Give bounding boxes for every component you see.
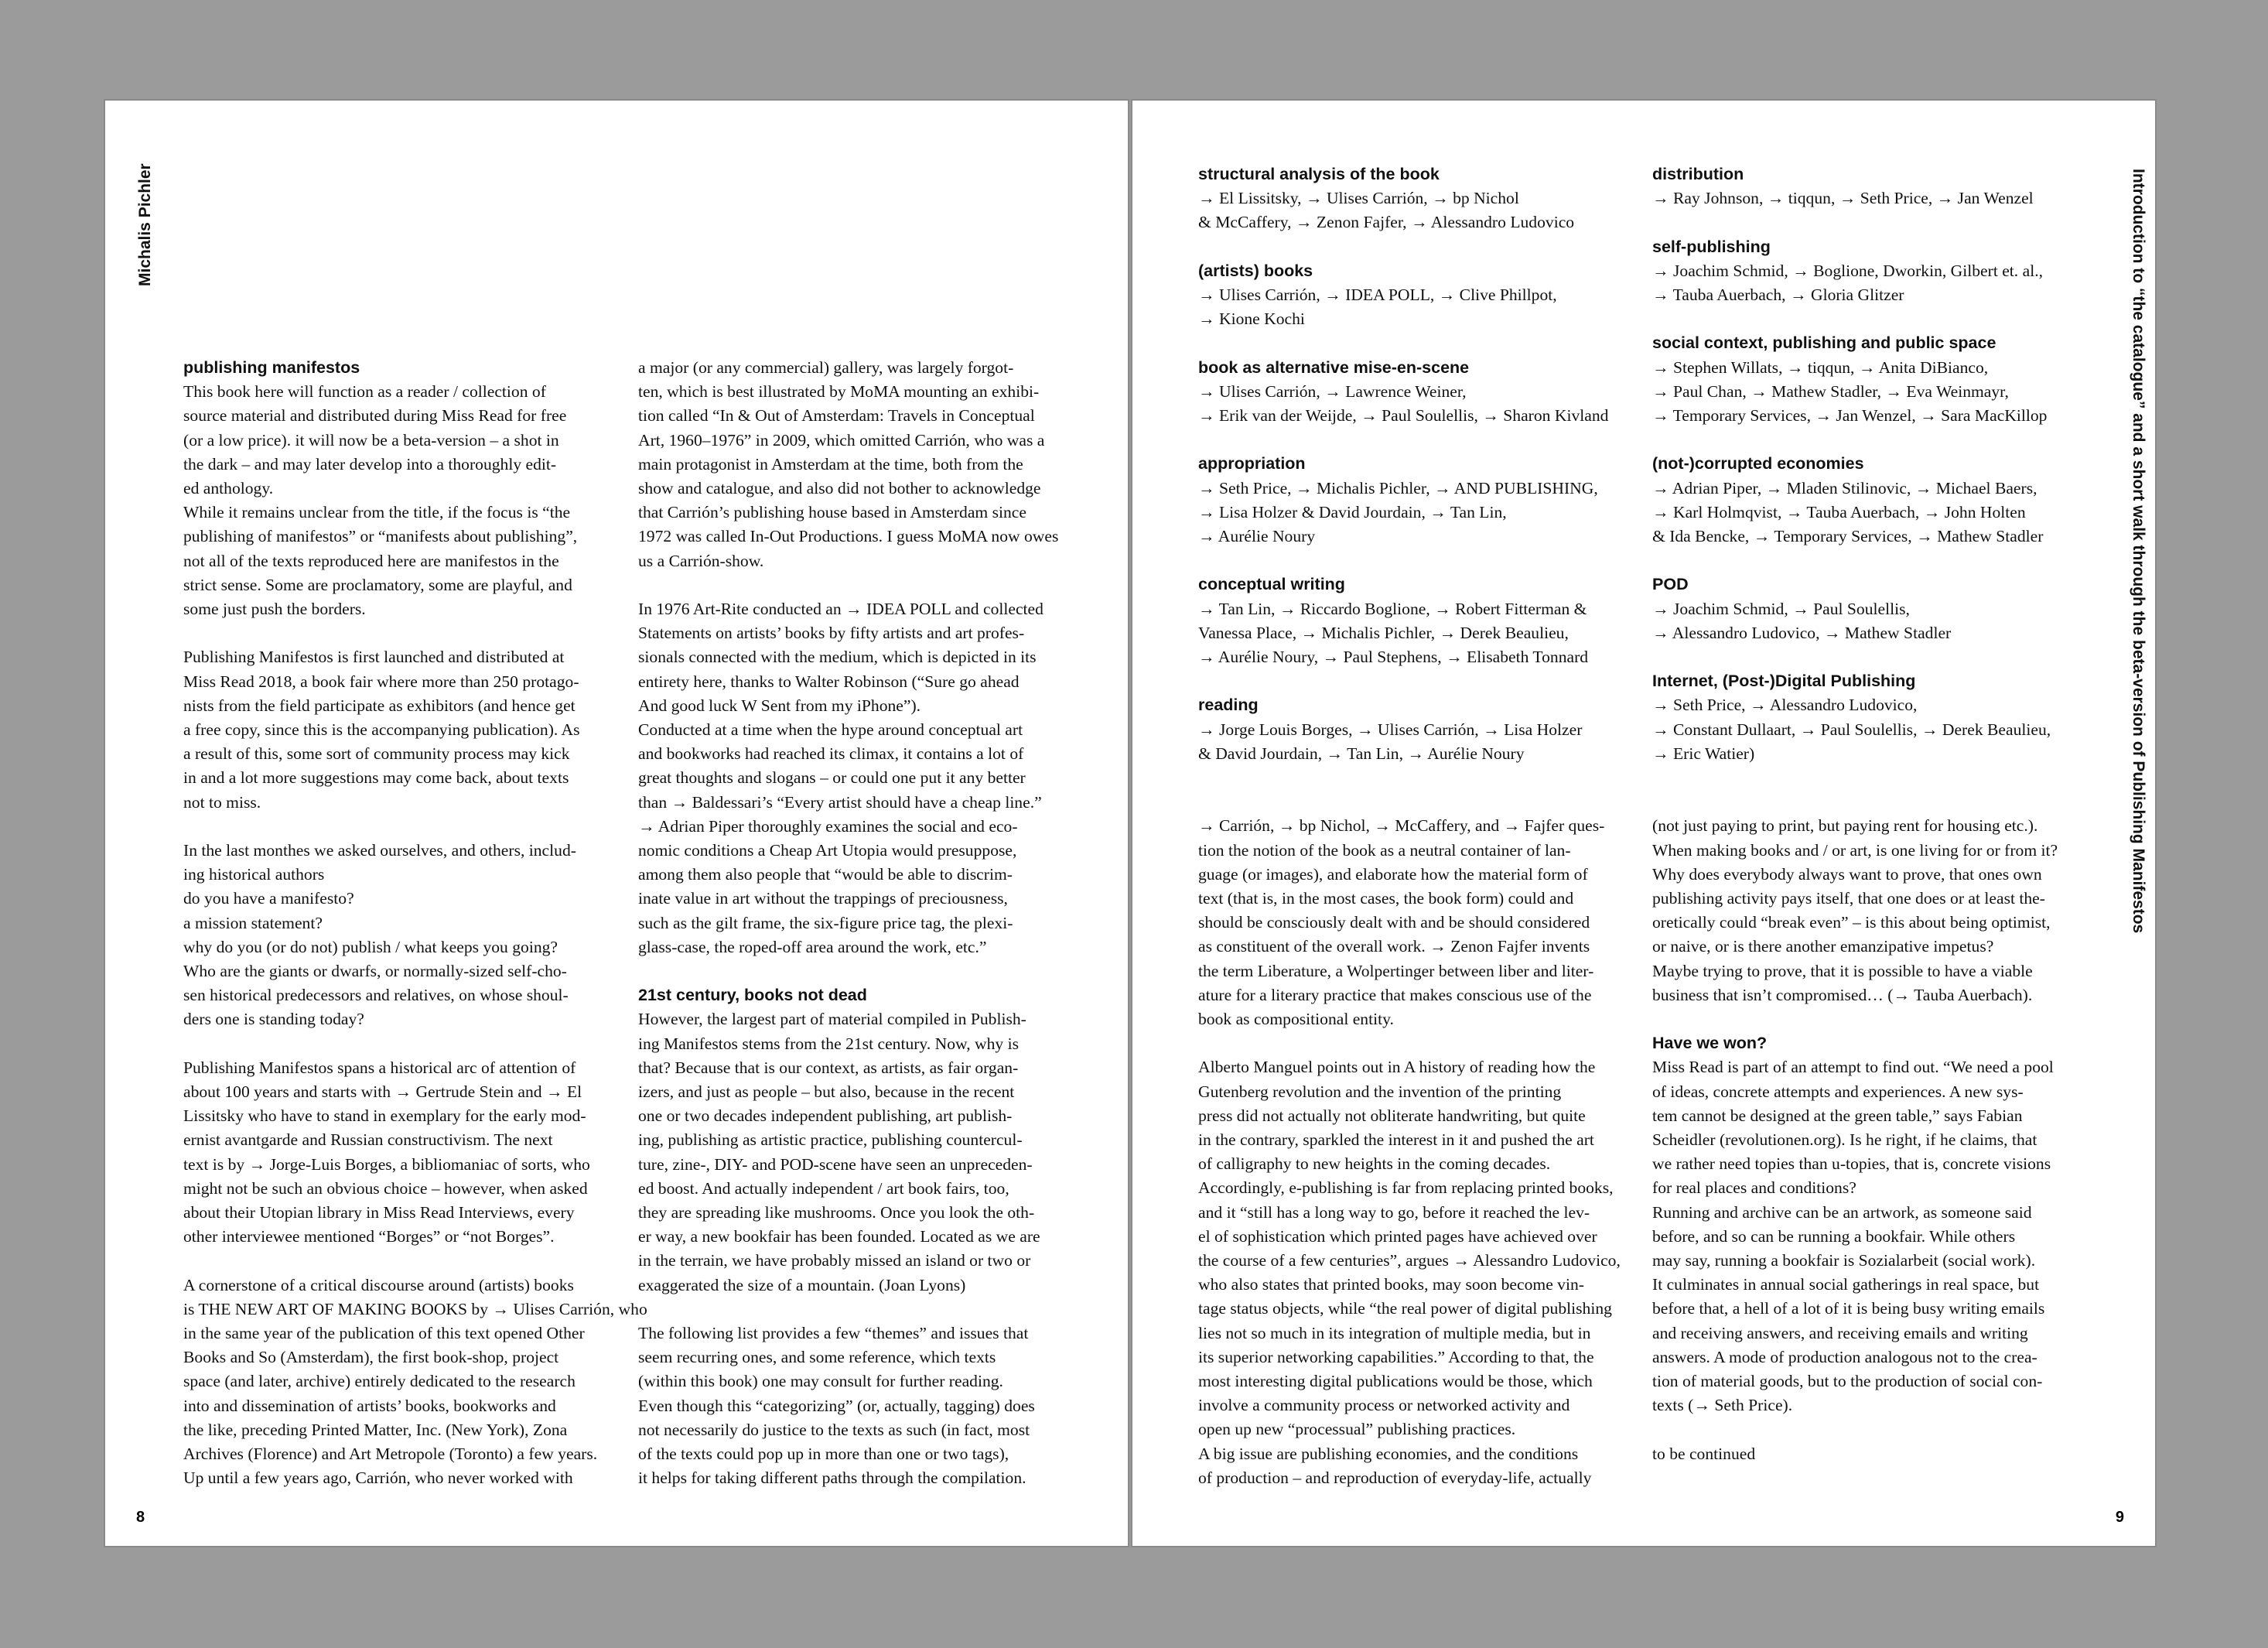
text-line: that Carrión’s publishing house based in Amsterdam since — [638, 503, 1026, 522]
text-line: most interesting digital publications would be those, which — [1198, 1372, 1593, 1391]
text-line — [183, 1249, 647, 1273]
text-line: is THE NEW ART OF MAKING BOOKS by → Ulises Carrión, who — [183, 1299, 647, 1318]
text-line: seem recurring ones, and some reference, which texts — [638, 1348, 996, 1367]
left-column-2 — [638, 356, 1058, 1491]
text-line — [183, 1032, 647, 1056]
text-line: a result of this, some sort of community process may kick — [183, 744, 570, 764]
text-line: a mission statement? — [183, 913, 323, 932]
text-line: Lissitsky who have to stand in exemplary for the early mod- — [183, 1106, 586, 1126]
text-line: → Ulises Carrión, → Lawrence Weiner, — [1198, 381, 1467, 401]
text-line: to be continued — [1652, 1444, 1756, 1463]
text-line: tion the notion of the book as a neutral container of lan- — [1198, 840, 1571, 860]
section-heading: distribution — [1652, 165, 1744, 183]
text-line: tage status objects, while “the real power of digital publishing — [1198, 1299, 1612, 1318]
right-column-2 — [1652, 162, 2058, 1466]
text-line: → Adrian Piper thoroughly examines the social and eco- — [638, 816, 1018, 836]
text-line: ature for a literary practice that makes conscious use of the — [1198, 985, 1592, 1004]
text-line: & David Jourdain, → Tan Lin, → Aurélie Noury — [1198, 744, 1525, 763]
text-line: not all of the texts reproduced here are manifestos in the — [183, 551, 559, 570]
text-line: Even though this “categorizing” (or, actually, tagging) does — [638, 1396, 1035, 1415]
text-line: we rather need topies than u-topies, that is, concrete visions — [1652, 1154, 2051, 1174]
text-line: (not just paying to print, but paying rent for housing etc.). — [1652, 816, 2038, 836]
text-line — [1198, 549, 1621, 573]
text-line: tion of material goods, but to the production of social con- — [1652, 1372, 2043, 1391]
text-line: A cornerstone of a critical discourse around (artists) books — [183, 1275, 574, 1294]
text-line — [1652, 549, 2058, 573]
text-line: → Aurélie Noury — [1198, 527, 1316, 545]
text-line: book as compositional entity. — [1198, 1010, 1394, 1028]
text-line: entirety here, thanks to Walter Robinson (“Sure go ahead — [638, 672, 1020, 691]
text-line: → Kione Kochi — [1198, 309, 1305, 329]
text-line: a major (or any commercial) gallery, was largely forgot- — [638, 358, 1014, 377]
text-line: 1972 was called In-Out Productions. I guess MoMA now owes — [638, 527, 1059, 546]
text-line: should be consciously dealt with and be should considered — [1198, 913, 1590, 932]
section-heading: appropriation — [1198, 454, 1306, 474]
left-column-1 — [183, 356, 647, 1490]
text-line: in the terrain, we have probably missed an island or two or — [638, 1251, 1031, 1270]
text-line: ders one is standing today? — [183, 1010, 364, 1029]
section-heading: publishing manifestos — [183, 358, 360, 377]
text-line: While it remains unclear from the title, if the focus is “the — [183, 503, 571, 522]
text-line: → El Lissitsky, → Ulises Carrión, → bp Nichol — [1198, 189, 1519, 208]
section-heading: structural analysis of the book — [1198, 165, 1440, 183]
text-line: source material and distributed during Miss Read for free — [183, 406, 567, 426]
text-line — [1652, 307, 2058, 331]
text-line: before, and so can be running a bookfair. While others — [1652, 1226, 2016, 1246]
text-line — [1198, 669, 1621, 693]
text-line: → Lisa Holzer & David Jourdain, → Tan Lin, — [1198, 502, 1507, 521]
text-line: in the same year of the publication of this text opened Other — [183, 1324, 585, 1343]
text-line — [1198, 235, 1621, 259]
text-line: lies not so much in its integration of multiple media, but in — [1198, 1323, 1591, 1342]
text-line — [1652, 766, 2058, 790]
right-column-1 — [1198, 162, 1621, 1490]
section-heading: Have we won? — [1652, 1034, 1768, 1053]
text-line: of production – and reproduction of everyday-life, actually — [1198, 1468, 1592, 1487]
text-line: Scheidler (revolutionen.org). Is he right, if he claims, that — [1652, 1130, 2037, 1149]
page-number: 8 — [136, 1509, 145, 1526]
section-heading: self-publishing — [1652, 237, 1771, 256]
text-line: answers. A mode of production analogous not to the crea- — [1652, 1347, 2037, 1366]
text-line: the course of a few centuries”, argues → Alessandro Ludovico, — [1198, 1251, 1621, 1270]
text-line: A big issue are publishing economies, and the conditions — [1198, 1444, 1579, 1463]
text-line: guage (or images), and elaborate how the material form of — [1198, 864, 1588, 884]
text-line: Accordingly, e-publishing is far from replacing printed books, — [1198, 1178, 1614, 1198]
text-line: publishing of manifestos” or “manifests about publishing”, — [183, 527, 578, 546]
text-line: → Erik van der Weijde, → Paul Soulellis, → Sharon Kivland — [1198, 406, 1609, 425]
text-line: main protagonist in Amsterdam at the time, both from the — [638, 454, 1023, 474]
text-line: sen historical predecessors and relatives, on whose shoul- — [183, 986, 569, 1005]
section-heading: conceptual writing — [1198, 575, 1345, 594]
text-line: publishing activity pays itself, that one does or at least the- — [1652, 888, 2045, 908]
text-line: This book here will function as a reader / collection of — [183, 382, 546, 402]
text-line: → Ulises Carrión, → IDEA POLL, → Clive Phillpot, — [1198, 285, 1557, 304]
section-heading: POD — [1652, 575, 1689, 594]
text-line: they are spreading like mushrooms. Once you look the oth- — [638, 1203, 1035, 1222]
text-line: show and catalogue, and also did not bother to acknowledge — [638, 479, 1041, 498]
text-line: nists from the field participate as exhibitors (and hence get — [183, 696, 576, 715]
text-line: text is by → Jorge-Luis Borges, a bibliomaniac of sorts, who — [183, 1154, 590, 1174]
text-line: → Seth Price, → Michalis Pichler, → AND PUBLISHING, — [1198, 478, 1598, 497]
text-line: → Alessandro Ludovico, → Mathew Stadler — [1652, 623, 1952, 642]
left-page — [104, 99, 1129, 1547]
text-line — [183, 815, 647, 839]
text-line: oretically could “break even” – is this about being optimist, — [1652, 913, 2051, 932]
text-line: Miss Read 2018, a book fair where more than 250 protago- — [183, 672, 579, 691]
section-heading: book as alternative mise-en-scene — [1198, 357, 1470, 377]
text-line: It culminates in annual social gatherings in real space, but — [1652, 1275, 2040, 1294]
text-line: the term Liberature, a Wolpertinger between liber and liter- — [1198, 961, 1594, 980]
text-line: strict sense. Some are proclamatory, some are playful, and — [183, 575, 572, 594]
text-line: Gutenberg revolution and the invention of the printing — [1198, 1082, 1562, 1101]
text-line — [1198, 1031, 1621, 1055]
text-line: into and dissemination of artists’ books, bookworks and — [183, 1396, 556, 1415]
text-line — [1198, 790, 1621, 814]
text-line: → Joachim Schmid, → Paul Soulellis, — [1652, 599, 1910, 618]
text-line — [1198, 766, 1621, 790]
text-line: about 100 years and starts with → Gertrude Stein and → El — [183, 1082, 582, 1102]
text-line: nomic conditions a Cheap Art Utopia would presuppose, — [638, 841, 1017, 860]
text-line: text (that is, in the most cases, the book form) could and — [1198, 888, 1574, 908]
text-line: ing, publishing as artistic practice, publishing countercul- — [638, 1130, 1023, 1150]
text-line: such as the gilt frame, the six-figure price tag, the plexi- — [638, 913, 1013, 932]
text-line: other interviewee mentioned “Borges” or “not Borges”. — [183, 1227, 555, 1246]
section-heading: (artists) books — [1198, 261, 1313, 280]
text-line: than → Baldessari’s “Every artist should have a cheap line.” — [638, 792, 1042, 812]
text-line: Statements on artists’ books by fifty artists and art profes- — [638, 624, 1025, 643]
text-line: Alberto Manguel points out in A history of reading how the — [1198, 1058, 1596, 1077]
section-heading: reading — [1198, 696, 1259, 715]
text-line: ten, which is best illustrated by MoMA mounting an exhibi- — [638, 382, 1040, 402]
text-line: great thoughts and slogans – or could one put it any better — [638, 768, 1026, 788]
text-line: exaggerated the size of a mountain. (Joan Lyons) — [638, 1275, 966, 1294]
text-line: of the texts could pop up in more than one or two tags), — [638, 1445, 1009, 1464]
text-line: → Paul Chan, → Mathew Stadler, → Eva Weinmayr, — [1652, 381, 2009, 401]
text-line: of calligraphy to new heights in the coming decades. — [1198, 1154, 1551, 1174]
text-line — [1652, 645, 2058, 669]
text-line: its superior networking capabilities.” According to that, the — [1198, 1347, 1594, 1366]
text-line: sionals connected with the medium, which is depicted in its — [638, 648, 1037, 667]
text-line: before that, a hell of a lot of it is being busy writing emails — [1652, 1299, 2045, 1318]
text-line: However, the largest part of material compiled in Publish- — [638, 1010, 1026, 1029]
text-line: open up new “processual” publishing practices. — [1198, 1420, 1516, 1439]
text-line: some just push the borders. — [183, 600, 366, 619]
text-line: → Adrian Piper, → Mladen Stilinovic, → Michael Baers, — [1652, 478, 2037, 497]
text-line: Conducted at a time when the hype around conceptual art — [638, 720, 1023, 740]
text-line: Publishing Manifestos spans a historical arc of attention of — [183, 1058, 576, 1077]
text-line: → Eric Watier) — [1652, 744, 1755, 763]
text-line — [638, 573, 1058, 597]
text-line: (within this book) one may consult for further reading. — [638, 1372, 1003, 1391]
text-line: The following list provides a few “themes” and issues that — [638, 1324, 1029, 1343]
text-line: the like, preceding Printed Matter, Inc. (New York), Zona — [183, 1420, 568, 1439]
text-line — [638, 1298, 1058, 1321]
text-line: a free copy, since this is the accompanying publication). As — [183, 720, 580, 740]
text-line: → Ray Johnson, → tiqqun, → Seth Price, → Jan Wenzel — [1652, 189, 2034, 208]
text-line: & Ida Bencke, → Temporary Services, → Mathew Stadler — [1652, 527, 2044, 545]
text-line: ing historical authors — [183, 865, 325, 884]
section-heading: (not-)corrupted economies — [1652, 454, 1864, 474]
text-line: why do you (or do not) publish / what keeps you going? — [183, 937, 558, 956]
text-line: not to miss. — [183, 792, 261, 812]
text-line: Archives (Florence) and Art Metropole (Toronto) a few years. — [183, 1445, 598, 1464]
text-line: izers, and just as people – but also, because in the recent — [638, 1082, 1015, 1102]
text-line — [638, 959, 1058, 983]
text-line: In 1976 Art-Rite conducted an → IDEA POLL and collected — [638, 600, 1043, 619]
text-line: Why does everybody always want to prove, that ones own — [1652, 864, 2042, 884]
text-line — [183, 621, 647, 645]
text-line: Art, 1960–1976” in 2009, which omitted Carrión, who was a — [638, 430, 1045, 450]
page-number: 9 — [2115, 1509, 2124, 1526]
text-line: in and a lot more suggestions may come back, about texts — [183, 768, 569, 788]
text-line: do you have a manifesto? — [183, 889, 354, 908]
text-line: & McCaffery, → Zenon Fajfer, → Alessandro Ludovico — [1198, 213, 1575, 232]
text-line: one or two decades independent publishing, art publish- — [638, 1106, 1013, 1126]
text-line: Up until a few years ago, Carrión, who never worked with — [183, 1468, 573, 1488]
text-line: → Tauba Auerbach, → Gloria Glitzer — [1652, 285, 1904, 304]
section-heading: social context, publishing and public space — [1652, 333, 1996, 353]
text-line: and it “still has a long way to go, before it reached the lev- — [1198, 1202, 1590, 1222]
text-line — [1652, 428, 2058, 452]
text-line: or naive, or is there another emanzipative impetus? — [1652, 937, 1994, 956]
text-line: → Tan Lin, → Riccardo Boglione, → Robert Fitterman & — [1198, 599, 1587, 618]
text-line — [1198, 331, 1621, 355]
text-line: texts (→ Seth Price). — [1652, 1396, 1793, 1415]
text-line: ed anthology. — [183, 479, 274, 498]
right-page — [1131, 99, 2157, 1547]
text-line: → Karl Holmqvist, → Tauba Auerbach, → John Holten — [1652, 502, 2026, 521]
text-line: → Constant Dullaart, → Paul Soulellis, → Derek Beaulieu, — [1652, 720, 2051, 739]
text-line: Vanessa Place, → Michalis Pichler, → Derek Beaulieu, — [1198, 623, 1569, 642]
text-line: → Stephen Willats, → tiqqun, → Anita DiBianco, — [1652, 357, 1989, 377]
text-line: about their Utopian library in Miss Read Interviews, every — [183, 1203, 575, 1222]
text-line: tion called “In & Out of Amsterdam: Travels in Conceptual — [638, 406, 1035, 426]
text-line: in the contrary, sparkled the interest in it and pushed the art — [1198, 1130, 1594, 1149]
text-line: ed boost. And actually independent / art book fairs, too, — [638, 1178, 1009, 1198]
text-line: In the last monthes we asked ourselves, and others, includ- — [183, 841, 576, 860]
text-line: of ideas, concrete attempts and experiences. A new sys- — [1652, 1082, 2024, 1101]
author-label: Michalis Pichler — [136, 163, 154, 286]
text-line: may say, running a bookfair is Sozialarbeit (social work). — [1652, 1251, 2036, 1270]
text-line: When making books and / or art, is one living for or from it? — [1652, 840, 2058, 860]
text-line — [1652, 210, 2058, 234]
text-line: Maybe trying to prove, that it is possible to have a viable — [1652, 961, 2033, 980]
text-line: among them also people that “would be able to discrim- — [638, 865, 1013, 884]
text-line: space (and later, archive) entirely dedicated to the research — [183, 1372, 576, 1391]
text-line — [1652, 1007, 2058, 1031]
text-line: that? Because that is our context, as artists, as fair organ- — [638, 1058, 1019, 1077]
text-line: ernist avantgarde and Russian constructivism. The next — [183, 1130, 553, 1150]
text-line — [1652, 1417, 2058, 1441]
text-line: → Joachim Schmid, → Boglione, Dworkin, Gilbert et. al., — [1652, 261, 2043, 280]
running-title: Introduction to “the catalogue” and a short walk through the beta-version of Publishing Manifestos — [2130, 169, 2147, 934]
text-line: (or a low price). it will now be a beta-version – a shot in — [183, 430, 559, 450]
text-line: Books and So (Amsterdam), the first book-shop, project — [183, 1348, 559, 1367]
text-line: Who are the giants or dwarfs, or normally-sized self-cho- — [183, 962, 567, 981]
text-line: inate value in art without the trappings of preciousness, — [638, 889, 1008, 908]
text-line: business that isn’t compromised… (→ Tauba Auerbach). — [1652, 985, 2033, 1004]
text-line: ture, zine-, DIY- and POD-scene have seen an unpreceden- — [638, 1154, 1033, 1174]
text-line: us a Carrión-show. — [638, 551, 764, 570]
text-line — [1652, 790, 2058, 814]
text-line: involve a community process or networked activity and — [1198, 1396, 1570, 1415]
text-line: er way, a new bookfair has been founded. Located as we are — [638, 1227, 1040, 1246]
text-line: not necessarily do justice to the texts as such (in fact, most — [638, 1420, 1030, 1439]
text-line: Running and archive can be an artwork, as someone said — [1652, 1202, 2032, 1222]
text-line: el of sophistication which printed pages have achieved over — [1198, 1226, 1597, 1246]
text-line: → Seth Price, → Alessandro Ludovico, — [1652, 696, 1918, 715]
text-line: Miss Read is part of an attempt to find out. “We need a pool — [1652, 1058, 2054, 1077]
section-heading: 21st century, books not dead — [638, 986, 867, 1005]
text-line: might not be such an obvious choice – however, when asked — [183, 1178, 588, 1198]
text-line: as constituent of the overall work. → Zenon Fajfer invents — [1198, 937, 1590, 956]
text-line: And good luck W Sent from my iPhone”). — [638, 696, 921, 715]
text-line: → Temporary Services, → Jan Wenzel, → Sara MacKillop — [1652, 406, 2048, 425]
text-line: and receiving answers, and receiving emails and writing — [1652, 1323, 2028, 1342]
text-line: who also states that printed books, may soon become vin- — [1198, 1275, 1584, 1294]
text-line: tem cannot be designed at the green table,” says Fabian — [1652, 1106, 2023, 1125]
text-line: ing Manifestos stems from the 21st century. Now, why is — [638, 1034, 1019, 1053]
text-line: press did not actually not obliterate handwriting, but quite — [1198, 1106, 1586, 1125]
text-line: the dark – and may later develop into a thoroughly edit- — [183, 454, 557, 474]
section-heading: Internet, (Post-)Digital Publishing — [1652, 672, 1916, 691]
text-line — [1198, 428, 1621, 452]
text-line: and bookworks had reached its climax, it contains a lot of — [638, 744, 1024, 764]
text-line: → Carrión, → bp Nichol, → McCaffery, and → Fajfer ques- — [1198, 816, 1605, 836]
text-line: → Aurélie Noury, → Paul Stephens, → Elisabeth Tonnard — [1198, 648, 1589, 666]
text-line: it helps for taking different paths through the compilation. — [638, 1468, 1026, 1488]
text-line: Publishing Manifestos is first launched and distributed at — [183, 648, 565, 667]
text-line: → Jorge Louis Borges, → Ulises Carrión, → Lisa Holzer — [1198, 720, 1583, 739]
text-line: for real places and conditions? — [1652, 1178, 1856, 1198]
text-line: glass-case, the roped-off area around the work, etc.” — [638, 937, 987, 956]
